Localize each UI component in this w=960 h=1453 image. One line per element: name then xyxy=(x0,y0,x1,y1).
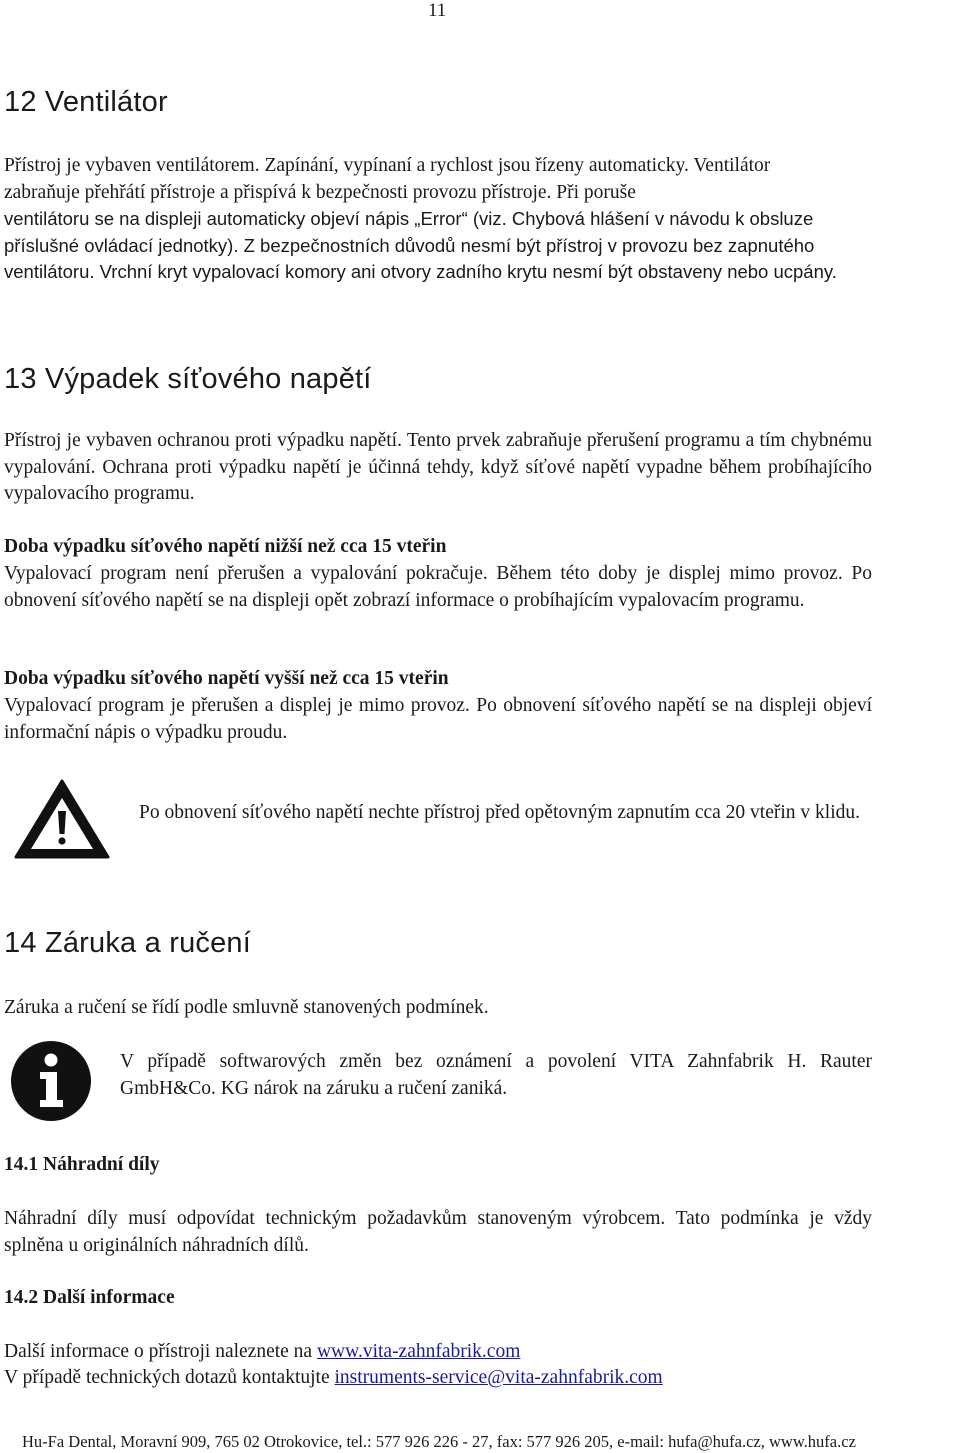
section-14-intro: Záruka a ručení se řídí podle smluvně stanovených podmínek. xyxy=(4,997,489,1018)
page-footer: Hu-Fa Dental, Moravní 909, 765 02 Otrokovice, tel.: 577 926 226 - 27, fax: 577 926 205, e-mail: hufa@hufa.cz, www.hufa.cz xyxy=(22,1432,856,1451)
section-14-2-line-1 xyxy=(4,1339,872,1366)
section-13-sub1-text: Vypalovací program není přerušen a vypalování pokračuje. Během této doby je displej mimo provoz. Po obnovení síťového napětí se na displeji opět zobrazí informace o probíhajícím vypalovacím programu. xyxy=(4,563,872,611)
more-info-text: Další informace o přístroji naleznete na xyxy=(4,1341,317,1362)
section-13-sub2-title: Doba výpadku síťového napětí vyšší než cca 15 vteřin xyxy=(4,668,449,689)
section-14-2-line-2 xyxy=(4,1365,872,1392)
section-12-paragraph-1: Přístroj je vybaven ventilátorem. Zapínání, vypínaní a rychlost jsou řízeny automaticky. Ventilátor zabraňuje přehřátí přístroje a přispívá k bezpečnosti provozu přístroje. Při poruše xyxy=(4,155,771,203)
warning-icon xyxy=(14,778,110,865)
section-14-2-title: 14.2 Další informace xyxy=(4,1287,175,1308)
section-12-heading: 12 Ventilátor xyxy=(4,86,168,118)
contact-text: V případě technických dotazů kontaktujte xyxy=(4,1367,335,1388)
page-number: 11 xyxy=(428,0,447,21)
section-14-1-title: 14.1 Náhradní díly xyxy=(4,1154,160,1175)
section-13-sub1-title: Doba výpadku síťového napětí nižší než cca 15 vteřin xyxy=(4,536,447,557)
section-14-1-text: Náhradní díly musí odpovídat technickým požadavkům stanoveným výrobcem. Tato podmínka je vždy splněna u originálních náhradních dílů. xyxy=(4,1208,872,1256)
vita-website-link[interactable]: www.vita-zahnfabrik.com xyxy=(316,1341,521,1362)
info-note: V případě softwarových změn bez oznámení a povolení VITA Zahnfabrik H. Rauter GmbH&Co. KG nárok na záruku a ručení zaniká. xyxy=(120,1051,872,1099)
service-email-link[interactable]: instruments-service@vita-zahnfabrik.com xyxy=(334,1367,663,1388)
section-14-heading: 14 Záruka a ručení xyxy=(4,927,252,959)
warning-note: Po obnovení síťového napětí nechte přístroj před opětovným zapnutím cca 20 vteřin v klidu. xyxy=(139,802,861,823)
section-12-paragraph-2: ventilátoru se na displeji automaticky objeví nápis „Error“ (viz. Chybová hlášení v návodu k obsluze příslušné ovládací jednotky). Z bezpečnostních důvodů nesmí být přístroj v provozu bez zapnutého ventilátoru. Vrchní kryt vypalovací komory ani otvory zadního krytu nesmí být obstaveny nebo ucpány. xyxy=(4,208,837,282)
info-icon xyxy=(10,1040,92,1127)
section-13-sub2-text: Vypalovací program je přerušen a displej je mimo provoz. Po obnovení síťového napětí se na displeji objeví informační nápis o výpadku proudu. xyxy=(4,695,872,743)
section-13-intro: Přístroj je vybaven ochranou proti výpadku napětí. Tento prvek zabraňuje přerušení programu a tím chybnému vypalování. Ochrana proti výpadku napětí je účinná tehdy, když síťové napětí vypadne během probíhajícího vypalovacího programu. xyxy=(4,430,872,504)
section-13-heading: 13 Výpadek síťového napětí xyxy=(4,363,372,395)
